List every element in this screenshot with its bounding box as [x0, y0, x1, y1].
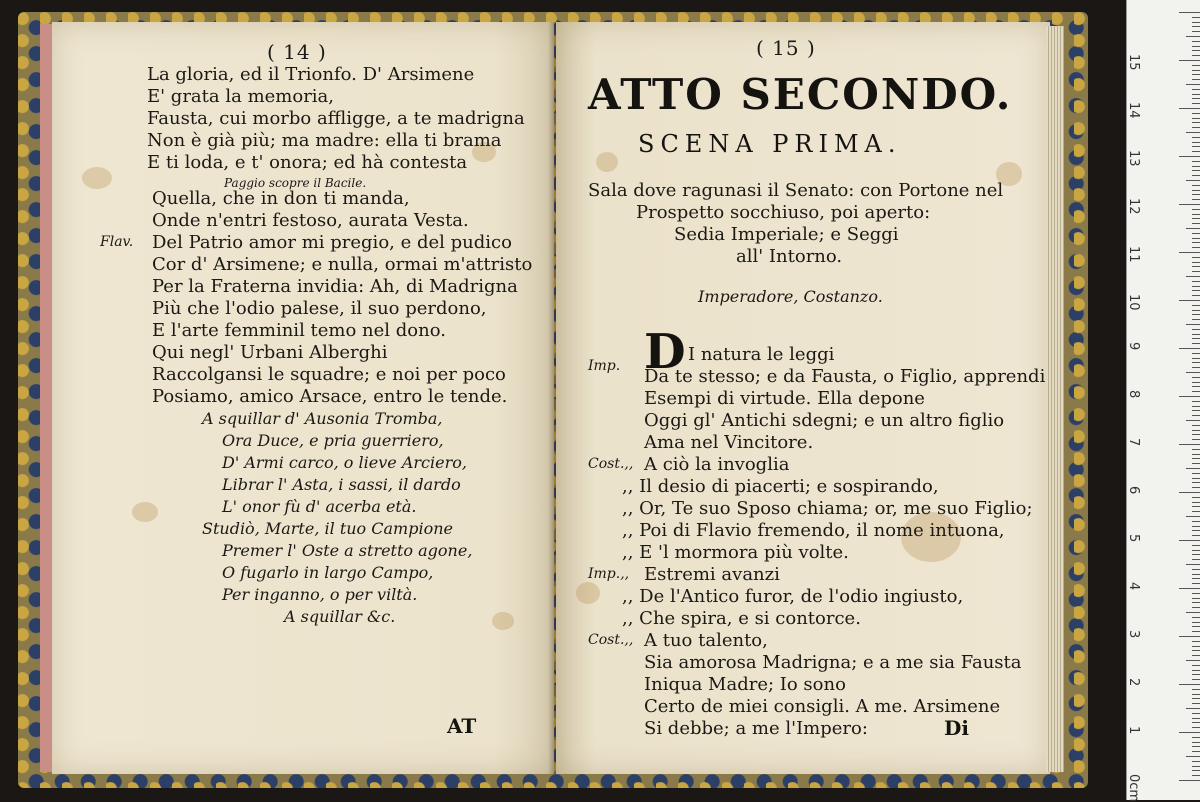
- ruler-tick: [1186, 324, 1200, 325]
- ruler-tick: [1192, 305, 1200, 306]
- ruler-tick: [1192, 257, 1200, 258]
- ruler-tick: [1186, 132, 1200, 133]
- ruler-tick: [1192, 554, 1200, 555]
- ruler-tick: [1179, 300, 1200, 301]
- ruler-tick: [1186, 180, 1200, 181]
- ruler-tick: [1186, 372, 1200, 373]
- ruler-tick: [1186, 756, 1200, 757]
- ruler-tick: [1192, 727, 1200, 728]
- ruler-tick: [1192, 526, 1200, 527]
- ruler-tick: [1192, 478, 1200, 479]
- ruler-tick: [1192, 118, 1200, 119]
- ruler-tick: [1192, 334, 1200, 335]
- dialogue-line: ,, Il desio di piacerti; e sospirando,: [622, 476, 939, 497]
- ruler-tick: [1179, 348, 1200, 349]
- dialogue-line: Ama nel Vincitore.: [644, 432, 814, 453]
- ruler-tick: [1192, 214, 1200, 215]
- setting-line: Sedia Imperiale; e Seggi: [674, 224, 899, 245]
- dialogue-line: ,, Or, Te suo Sposo chiama; or, me suo Figlio;: [622, 498, 1033, 519]
- foxing-stain: [492, 612, 514, 630]
- ruler-label: 12: [1126, 198, 1141, 215]
- dialogue-line: Da te stesso; e da Fausta, o Figlio, apprendi: [644, 366, 1046, 387]
- ruler-label: 6: [1126, 486, 1141, 495]
- dialogue-line: A tuo talento,: [644, 630, 768, 651]
- ruler-tick: [1192, 185, 1200, 186]
- ruler-tick: [1192, 41, 1200, 42]
- ruler-tick: [1192, 310, 1200, 311]
- song-line: Ora Duce, e pria guerriero,: [222, 431, 444, 450]
- ruler-tick: [1192, 89, 1200, 90]
- song-line: O fugarlo in largo Campo,: [222, 563, 434, 582]
- ruler-tick: [1192, 775, 1200, 776]
- ruler-tick: [1192, 434, 1200, 435]
- measurement-ruler: [1126, 0, 1200, 800]
- ruler-label: 5: [1126, 534, 1141, 543]
- ruler-tick: [1179, 396, 1200, 397]
- ruler-tick: [1186, 612, 1200, 613]
- ruler-tick: [1192, 319, 1200, 320]
- text-line: Raccolgansi le squadre; e noi per poco: [152, 364, 506, 385]
- dialogue-line: ,, Che spira, e si contorce.: [622, 608, 861, 629]
- text-line: Cor d' Arsimene; e nulla, ormai m'attristo: [152, 254, 533, 275]
- foxing-stain: [576, 582, 600, 604]
- ruler-tick: [1192, 449, 1200, 450]
- ruler-tick: [1192, 50, 1200, 51]
- ruler-label: 4: [1126, 582, 1141, 591]
- ruler-tick: [1192, 502, 1200, 503]
- text-line: E l'arte femminil temo nel dono.: [152, 320, 446, 341]
- text-line: E' grata la memoria,: [147, 86, 335, 107]
- ruler-tick: [1192, 626, 1200, 627]
- ruler-tick: [1179, 732, 1200, 733]
- ruler-label: 10: [1126, 294, 1141, 311]
- ruler-label: 11: [1126, 246, 1141, 263]
- ruler-tick: [1192, 353, 1200, 354]
- ruler-tick: [1192, 367, 1200, 368]
- ruler-tick: [1192, 679, 1200, 680]
- ruler-tick: [1186, 516, 1200, 517]
- ruler-gap: [1118, 0, 1126, 800]
- left-page: [52, 22, 554, 774]
- ruler-tick: [1192, 142, 1200, 143]
- ruler-tick: [1192, 377, 1200, 378]
- ruler-tick: [1192, 425, 1200, 426]
- ruler-tick: [1186, 708, 1200, 709]
- song-line: D' Armi carco, o lieve Arciero,: [222, 453, 467, 472]
- ruler-tick: [1192, 602, 1200, 603]
- catchword: AT: [447, 714, 477, 738]
- ruler-tick: [1192, 127, 1200, 128]
- text-line: Fausta, cui morbo affligge, a te madrigna: [147, 108, 525, 129]
- ruler-tick: [1192, 737, 1200, 738]
- ruler-tick: [1192, 718, 1200, 719]
- ruler-tick: [1192, 766, 1200, 767]
- speaker-label: Imp.,,: [588, 566, 630, 582]
- setting-line: Prospetto socchiuso, poi aperto:: [636, 202, 931, 223]
- ruler-tick: [1192, 122, 1200, 123]
- dialogue-line: Iniqua Madre; Io sono: [644, 674, 846, 695]
- ruler-tick: [1192, 31, 1200, 32]
- ruler-tick: [1192, 247, 1200, 248]
- ruler-tick: [1192, 161, 1200, 162]
- ruler-tick: [1192, 770, 1200, 771]
- text-line: Quella, che in don ti manda,: [152, 188, 410, 209]
- dialogue-line: Certo de miei consigli. A me. Arsimene: [644, 696, 1001, 717]
- ruler-tick: [1192, 190, 1200, 191]
- ruler-tick: [1192, 194, 1200, 195]
- song-line: Librar l' Asta, i sassi, il dardo: [222, 475, 461, 494]
- ruler-tick: [1192, 65, 1200, 66]
- drop-cap: D: [644, 324, 686, 380]
- ruler-tick: [1192, 233, 1200, 234]
- ruler-tick: [1179, 780, 1200, 781]
- ruler-label: 8: [1126, 390, 1141, 399]
- ruler-tick: [1192, 607, 1200, 608]
- ruler-tick: [1192, 362, 1200, 363]
- song-line: Per inganno, o per viltà.: [222, 585, 418, 604]
- ruler-tick: [1192, 646, 1200, 647]
- ruler-tick: [1186, 660, 1200, 661]
- dialogue-line: Sia amorosa Madrigna; e a me sia Fausta: [644, 652, 1022, 673]
- ruler-tick: [1192, 463, 1200, 464]
- setting-line: Sala dove ragunasi il Senato: con Portone nel: [588, 180, 1004, 201]
- ruler-tick: [1192, 338, 1200, 339]
- ruler-tick: [1192, 655, 1200, 656]
- ruler-tick: [1186, 36, 1200, 37]
- ruler-tick: [1192, 617, 1200, 618]
- ruler-tick: [1192, 746, 1200, 747]
- ruler-tick: [1192, 674, 1200, 675]
- text-line: Del Patrio amor mi pregio, e del pudico: [152, 232, 512, 253]
- ruler-tick: [1192, 238, 1200, 239]
- speaker-label: Cost.,,: [588, 632, 634, 648]
- dialogue-line: A ciò la invoglia: [644, 454, 790, 475]
- ruler-tick: [1192, 151, 1200, 152]
- ruler-tick: [1179, 444, 1200, 445]
- ruler-tick: [1192, 530, 1200, 531]
- ruler-tick: [1186, 228, 1200, 229]
- text-line: La gloria, ed il Trionfo. D' Arsimene: [147, 64, 475, 85]
- ruler-tick: [1192, 473, 1200, 474]
- ruler-tick: [1192, 295, 1200, 296]
- ruler-tick: [1192, 329, 1200, 330]
- ruler-tick: [1186, 564, 1200, 565]
- dialogue-line: Oggi gl' Antichi sdegni; e un altro figlio: [644, 410, 1005, 431]
- page-edges: [1046, 26, 1064, 772]
- page-number: ( 14 ): [267, 40, 327, 64]
- ruler-tick: [1192, 694, 1200, 695]
- ruler-tick: [1192, 343, 1200, 344]
- speaker-label: Flav.: [100, 234, 134, 250]
- ruler-tick: [1179, 492, 1200, 493]
- ruler-tick: [1192, 535, 1200, 536]
- ruler-tick: [1192, 439, 1200, 440]
- ruler-tick: [1192, 761, 1200, 762]
- character-list: Imperadore, Costanzo.: [698, 287, 883, 306]
- ruler-tick: [1192, 650, 1200, 651]
- ruler-tick: [1192, 578, 1200, 579]
- ruler-tick: [1192, 218, 1200, 219]
- ruler-tick: [1192, 631, 1200, 632]
- dialogue-line: I natura le leggi: [688, 344, 835, 365]
- text-line: Per la Fraterna invidia: Ah, di Madrigna: [152, 276, 518, 297]
- ruler-tick: [1192, 454, 1200, 455]
- scene-title: SCENA PRIMA.: [638, 130, 902, 158]
- ruler-tick: [1192, 113, 1200, 114]
- ruler-tick: [1192, 545, 1200, 546]
- ruler-tick: [1179, 108, 1200, 109]
- ruler-tick: [1192, 166, 1200, 167]
- ruler-tick: [1192, 26, 1200, 27]
- ruler-tick: [1186, 420, 1200, 421]
- setting-line: all' Intorno.: [736, 246, 843, 267]
- text-line: Qui negl' Urbani Alberghi: [152, 342, 388, 363]
- ruler-tick: [1192, 358, 1200, 359]
- ruler-tick: [1192, 242, 1200, 243]
- ruler-label: 13: [1126, 150, 1141, 167]
- ruler-label: 2: [1126, 678, 1141, 687]
- dialogue-line: ,, Poi di Flavio fremendo, il nome intuona,: [622, 520, 1005, 541]
- ruler-tick: [1192, 458, 1200, 459]
- ruler-tick: [1192, 70, 1200, 71]
- ruler-tick: [1192, 574, 1200, 575]
- catchword: Di: [944, 716, 969, 740]
- ruler-label: 3: [1126, 630, 1141, 639]
- ruler-tick: [1192, 146, 1200, 147]
- act-title: ATTO SECONDO.: [588, 70, 1013, 119]
- stage-direction: Paggio scopre il Bacile.: [224, 176, 367, 190]
- ruler-label: 1: [1126, 726, 1141, 735]
- ruler-tick: [1192, 511, 1200, 512]
- ruler-tick: [1192, 497, 1200, 498]
- ruler-tick: [1192, 415, 1200, 416]
- ruler-tick: [1192, 482, 1200, 483]
- ruler-tick: [1192, 209, 1200, 210]
- ruler-tick: [1192, 487, 1200, 488]
- ruler-tick: [1192, 583, 1200, 584]
- dialogue-line: Esempi di virtude. Ella depone: [644, 388, 925, 409]
- ruler-tick: [1192, 137, 1200, 138]
- page-number: ( 15 ): [756, 36, 816, 60]
- ruler-tick: [1192, 17, 1200, 18]
- foxing-stain: [596, 152, 618, 172]
- ruler-label: 0cm: [1126, 774, 1141, 802]
- ruler-tick: [1192, 401, 1200, 402]
- ruler-tick: [1179, 12, 1200, 13]
- ruler-tick: [1179, 588, 1200, 589]
- ruler-tick: [1192, 271, 1200, 272]
- ruler-tick: [1192, 262, 1200, 263]
- ruler-tick: [1192, 665, 1200, 666]
- dialogue-line: ,, E 'l mormora più volte.: [622, 542, 849, 563]
- speaker-label: Imp.: [588, 358, 621, 374]
- ruler-tick: [1186, 276, 1200, 277]
- ruler-tick: [1192, 430, 1200, 431]
- ruler-tick: [1192, 175, 1200, 176]
- ruler-tick: [1192, 266, 1200, 267]
- ruler-tick: [1192, 713, 1200, 714]
- ruler-tick: [1192, 751, 1200, 752]
- foxing-stain: [132, 502, 158, 522]
- ruler-tick: [1192, 406, 1200, 407]
- text-line: Onde n'entri festoso, aurata Vesta.: [152, 210, 469, 231]
- ruler-tick: [1192, 281, 1200, 282]
- ruler-tick: [1192, 46, 1200, 47]
- ruler-tick: [1192, 382, 1200, 383]
- text-line: Posiamo, amico Arsace, entro le tende.: [152, 386, 508, 407]
- ruler-tick: [1192, 559, 1200, 560]
- ruler-label: 15: [1126, 54, 1141, 71]
- ruler-tick: [1179, 204, 1200, 205]
- ruler-tick: [1192, 386, 1200, 387]
- ruler-tick: [1186, 84, 1200, 85]
- ruler-tick: [1192, 22, 1200, 23]
- ruler-tick: [1192, 79, 1200, 80]
- ruler-tick: [1192, 98, 1200, 99]
- ruler-tick: [1192, 314, 1200, 315]
- ruler-label: 9: [1126, 342, 1141, 351]
- ruler-tick: [1179, 60, 1200, 61]
- right-page: [556, 22, 1050, 774]
- foxing-stain: [82, 167, 112, 189]
- ruler-tick: [1192, 742, 1200, 743]
- ruler-tick: [1179, 252, 1200, 253]
- ruler-tick: [1192, 286, 1200, 287]
- song-line: Studiò, Marte, il tuo Campione: [202, 519, 453, 538]
- ruler-tick: [1192, 55, 1200, 56]
- ruler-tick: [1192, 670, 1200, 671]
- ruler-tick: [1179, 156, 1200, 157]
- ruler-tick: [1192, 641, 1200, 642]
- ruler-tick: [1192, 103, 1200, 104]
- ruler-tick: [1192, 94, 1200, 95]
- ruler-tick: [1192, 703, 1200, 704]
- ruler-tick: [1192, 569, 1200, 570]
- ruler-label: 14: [1126, 102, 1141, 119]
- song-line: Premer l' Oste a stretto agone,: [222, 541, 473, 560]
- ruler-tick: [1192, 391, 1200, 392]
- text-line: Non è già più; ma madre: ella ti brama: [147, 130, 502, 151]
- dialogue-line: ,, De l'Antico furor, de l'odio ingiusto,: [622, 586, 964, 607]
- dialogue-line: Estremi avanzi: [644, 564, 780, 585]
- song-line: L' onor fù d' acerba età.: [222, 497, 417, 516]
- ruler-tick: [1192, 722, 1200, 723]
- ruler-tick: [1192, 698, 1200, 699]
- ruler-tick: [1192, 689, 1200, 690]
- ruler-tick: [1192, 290, 1200, 291]
- ruler-tick: [1192, 622, 1200, 623]
- ruler-tick: [1186, 468, 1200, 469]
- song-line: A squillar d' Ausonia Tromba,: [202, 409, 443, 428]
- ruler-tick: [1192, 506, 1200, 507]
- ruler-label: 7: [1126, 438, 1141, 447]
- speaker-label: Cost.,,: [588, 456, 634, 472]
- ruler-tick: [1192, 550, 1200, 551]
- ruler-tick: [1192, 74, 1200, 75]
- ruler-tick: [1192, 199, 1200, 200]
- text-line: E ti loda, e t' onora; ed hà contesta: [147, 152, 468, 173]
- dialogue-line: Si debbe; a me l'Impero:: [644, 718, 868, 739]
- ruler-tick: [1179, 684, 1200, 685]
- ruler-tick: [1192, 598, 1200, 599]
- ruler-tick: [1192, 521, 1200, 522]
- text-line: Più che l'odio palese, il suo perdono,: [152, 298, 487, 319]
- ruler-tick: [1179, 636, 1200, 637]
- ruler-tick: [1192, 223, 1200, 224]
- ruler-tick: [1192, 170, 1200, 171]
- song-line: A squillar &c.: [284, 607, 396, 626]
- ruler-tick: [1179, 540, 1200, 541]
- ruler-tick: [1192, 410, 1200, 411]
- ruler-tick: [1192, 593, 1200, 594]
